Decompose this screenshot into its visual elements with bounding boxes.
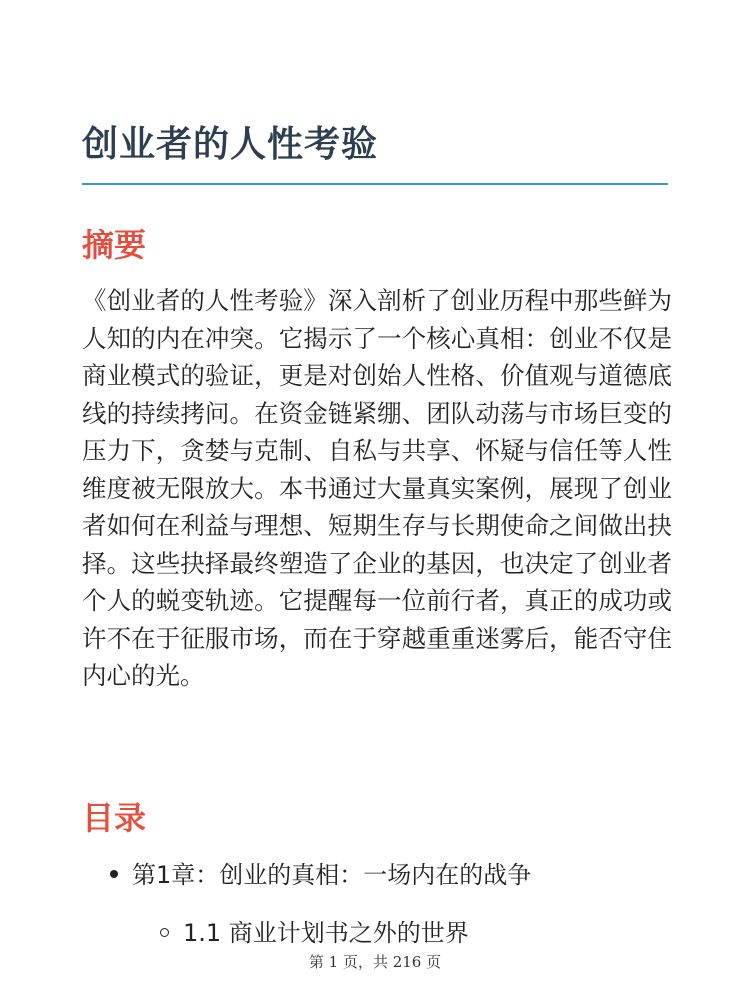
toc-heading: 目录 [82,799,147,837]
document-title: 创业者的人性考验 [82,124,379,165]
toc-item[interactable] [110,857,531,893]
page-number-footer: 第 1 页，共 216 页 [0,951,750,973]
toc-subitem-label: 1.1 商业计划书之外的世界 [183,919,469,947]
abstract-paragraph: 《创业者的人性考验》深入剖析了创业历程中那些鲜为人知的内在冲突。它揭示了一个核心真相：创业不仅是商业模式的验证，更是对创始人性格、价值观与道德底线的持续拷问。在资金链紧绷、团队动荡与市场巨变的压力下，贪婪与克制、自私与共享、怀疑与信任等人性维度被无限放大。本书通过大量真实案例，展现了创业者如何在利益与理想、短期生存与长期使命之间做出抉择。这些抉择最终塑造了企业的基因，也决定了创业者个人的蜕变轨迹。它提醒每一位前行者，真正的成功或许不在于征服市场，而在于穿越重重迷雾后，能否守住内心的光。 [82,286,672,690]
title-divider [82,183,668,185]
toc-item-label: 第1章：创业的真相：一场内在的战争 [132,861,532,889]
filled-bullet-icon [110,870,118,878]
toc-subitem[interactable] [160,915,469,951]
hollow-bullet-icon [160,928,169,937]
abstract-heading: 摘要 [82,226,147,264]
